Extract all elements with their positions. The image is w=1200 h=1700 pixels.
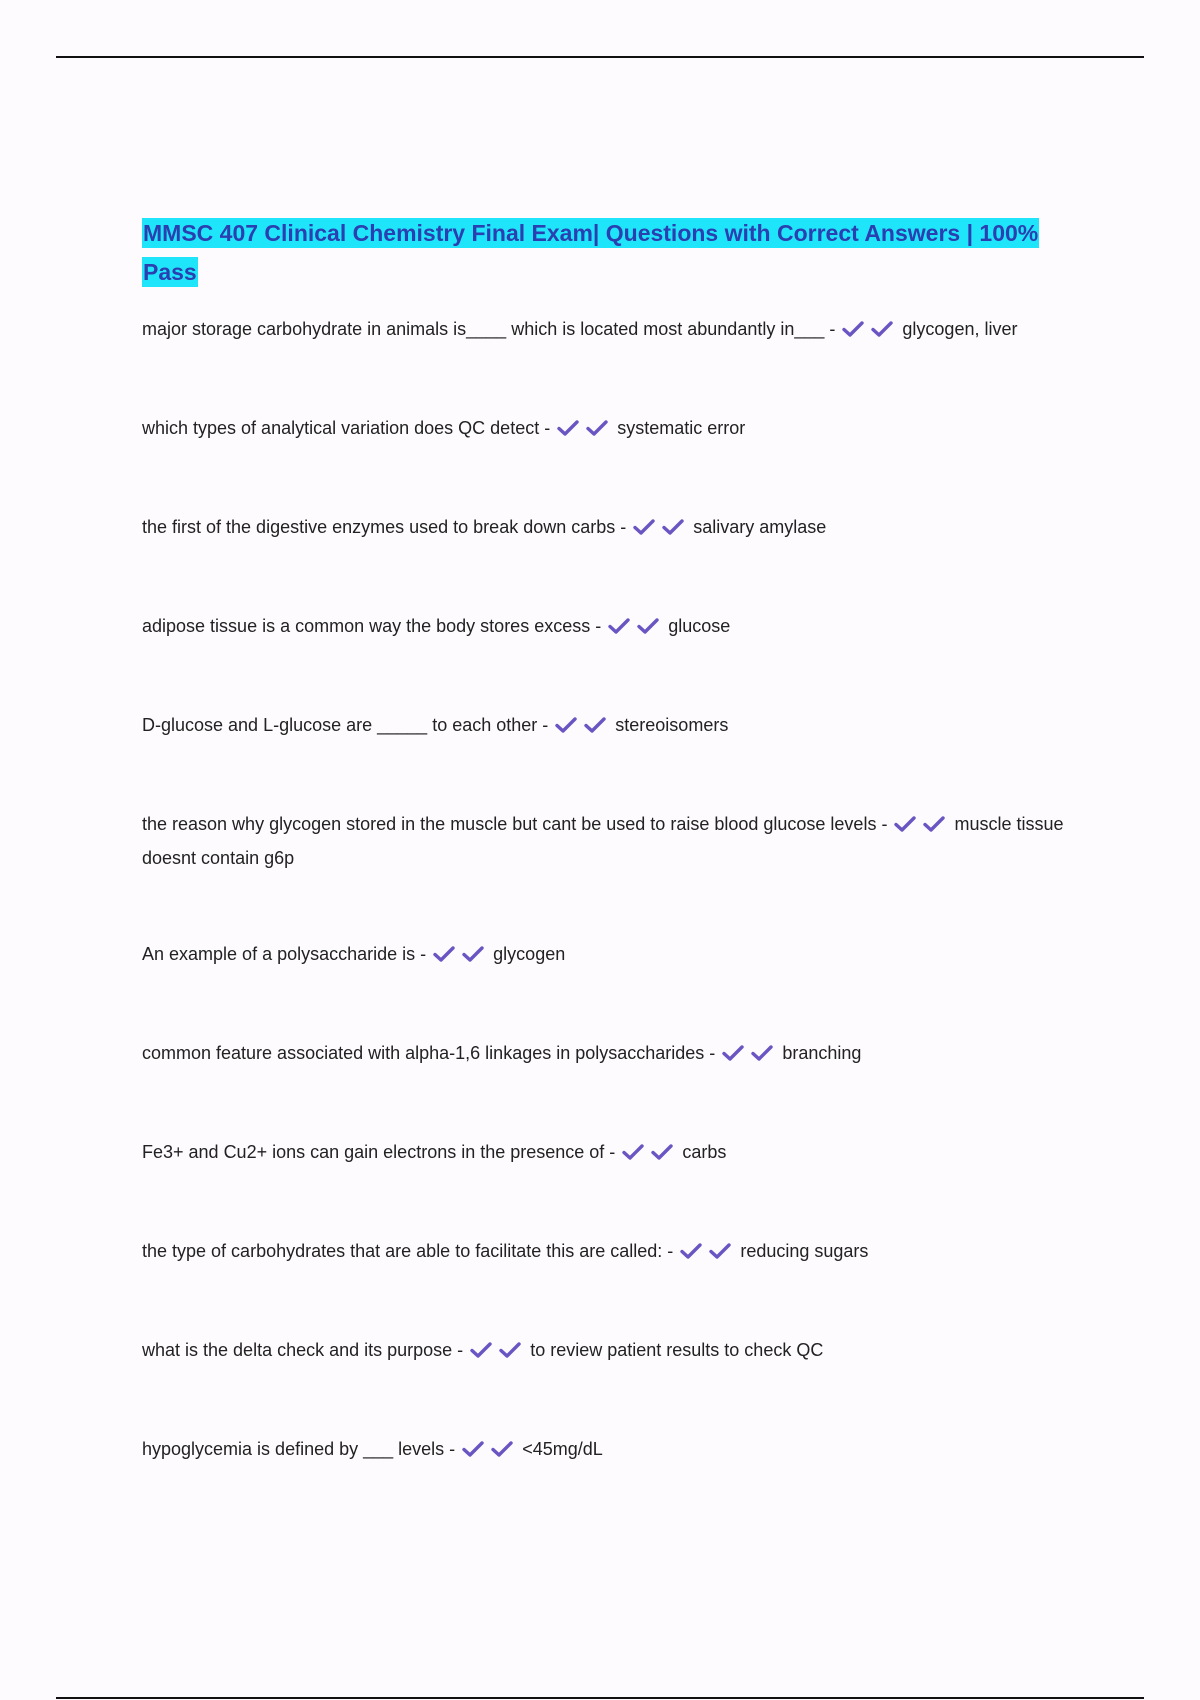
checkmark-icon bbox=[709, 1242, 731, 1260]
double-check-mark bbox=[722, 1041, 780, 1072]
document-title-text: MMSC 407 Clinical Chemistry Final Exam| Questions with Correct Answers | 100% Pass bbox=[143, 220, 1039, 285]
checkmark-icon bbox=[651, 1143, 673, 1161]
checkmark-icon bbox=[470, 1341, 492, 1359]
qa-item bbox=[142, 413, 1072, 447]
double-check-mark bbox=[462, 1437, 520, 1468]
checkmark-icon bbox=[586, 419, 608, 437]
document-title bbox=[142, 214, 1072, 292]
qa-item bbox=[142, 809, 1072, 874]
double-check-mark bbox=[894, 812, 952, 843]
answer-text: branching bbox=[782, 1043, 862, 1063]
question-text: what is the delta check and its purpose - bbox=[142, 1340, 464, 1360]
question-text: An example of a polysaccharide is - bbox=[142, 944, 427, 964]
qa-list bbox=[142, 314, 1072, 1468]
checkmark-icon bbox=[622, 1143, 644, 1161]
question-text: major storage carbohydrate in animals is____ which is located most abundantly in___ - bbox=[142, 319, 836, 339]
question-text: the reason why glycogen stored in the muscle but cant be used to raise blood glucose levels - bbox=[142, 814, 888, 834]
question-text: Fe3+ and Cu2+ ions can gain electrons in the presence of - bbox=[142, 1142, 616, 1162]
checkmark-icon bbox=[894, 815, 916, 833]
double-check-mark bbox=[557, 416, 615, 447]
qa-item bbox=[142, 314, 1072, 348]
checkmark-icon bbox=[584, 716, 606, 734]
answer-text: reducing sugars bbox=[740, 1241, 869, 1261]
question-text: common feature associated with alpha-1,6 linkages in polysaccharides - bbox=[142, 1043, 716, 1063]
checkmark-icon bbox=[722, 1044, 744, 1062]
double-check-mark bbox=[633, 515, 691, 546]
checkmark-icon bbox=[462, 1440, 484, 1458]
checkmark-icon bbox=[637, 617, 659, 635]
question-text: the type of carbohydrates that are able to facilitate this are called: - bbox=[142, 1241, 674, 1261]
checkmark-icon bbox=[842, 320, 864, 338]
answer-text: muscle tissue doesnt contain g6p bbox=[142, 814, 1064, 868]
double-check-mark bbox=[433, 942, 491, 973]
double-check-mark bbox=[622, 1140, 680, 1171]
answer-text: stereoisomers bbox=[615, 715, 729, 735]
checkmark-icon bbox=[751, 1044, 773, 1062]
checkmark-icon bbox=[680, 1242, 702, 1260]
qa-item bbox=[142, 1038, 1072, 1072]
answer-text: systematic error bbox=[617, 418, 746, 438]
checkmark-icon bbox=[433, 945, 455, 963]
qa-item bbox=[142, 611, 1072, 645]
checkmark-icon bbox=[491, 1440, 513, 1458]
checkmark-icon bbox=[557, 419, 579, 437]
checkmark-icon bbox=[608, 617, 630, 635]
question-text: D-glucose and L-glucose are _____ to each other - bbox=[142, 715, 549, 735]
question-text: which types of analytical variation does QC detect - bbox=[142, 418, 551, 438]
qa-item bbox=[142, 512, 1072, 546]
double-check-mark bbox=[608, 614, 666, 645]
double-check-mark bbox=[470, 1338, 528, 1369]
checkmark-icon bbox=[662, 518, 684, 536]
checkmark-icon bbox=[923, 815, 945, 833]
footer-rule bbox=[56, 1697, 1144, 1699]
answer-text: glucose bbox=[668, 616, 731, 636]
question-text: hypoglycemia is defined by ___ levels - bbox=[142, 1439, 456, 1459]
checkmark-icon bbox=[871, 320, 893, 338]
question-text: the first of the digestive enzymes used to break down carbs - bbox=[142, 517, 627, 537]
checkmark-icon bbox=[633, 518, 655, 536]
double-check-mark bbox=[842, 317, 900, 348]
answer-text: <45mg/dL bbox=[522, 1439, 603, 1459]
checkmark-icon bbox=[499, 1341, 521, 1359]
answer-text: glycogen bbox=[493, 944, 566, 964]
answer-text: carbs bbox=[682, 1142, 727, 1162]
double-check-mark bbox=[680, 1239, 738, 1270]
qa-item bbox=[142, 1137, 1072, 1171]
answer-text: salivary amylase bbox=[693, 517, 827, 537]
qa-item bbox=[142, 1236, 1072, 1270]
question-text: adipose tissue is a common way the body stores excess - bbox=[142, 616, 602, 636]
qa-item bbox=[142, 939, 1072, 973]
header-rule bbox=[56, 56, 1144, 58]
checkmark-icon bbox=[555, 716, 577, 734]
answer-text: glycogen, liver bbox=[902, 319, 1018, 339]
double-check-mark bbox=[555, 713, 613, 744]
qa-item bbox=[142, 710, 1072, 744]
qa-item bbox=[142, 1434, 1072, 1468]
checkmark-icon bbox=[462, 945, 484, 963]
answer-text: to review patient results to check QC bbox=[530, 1340, 824, 1360]
qa-item bbox=[142, 1335, 1072, 1369]
document-body bbox=[142, 214, 1072, 1533]
